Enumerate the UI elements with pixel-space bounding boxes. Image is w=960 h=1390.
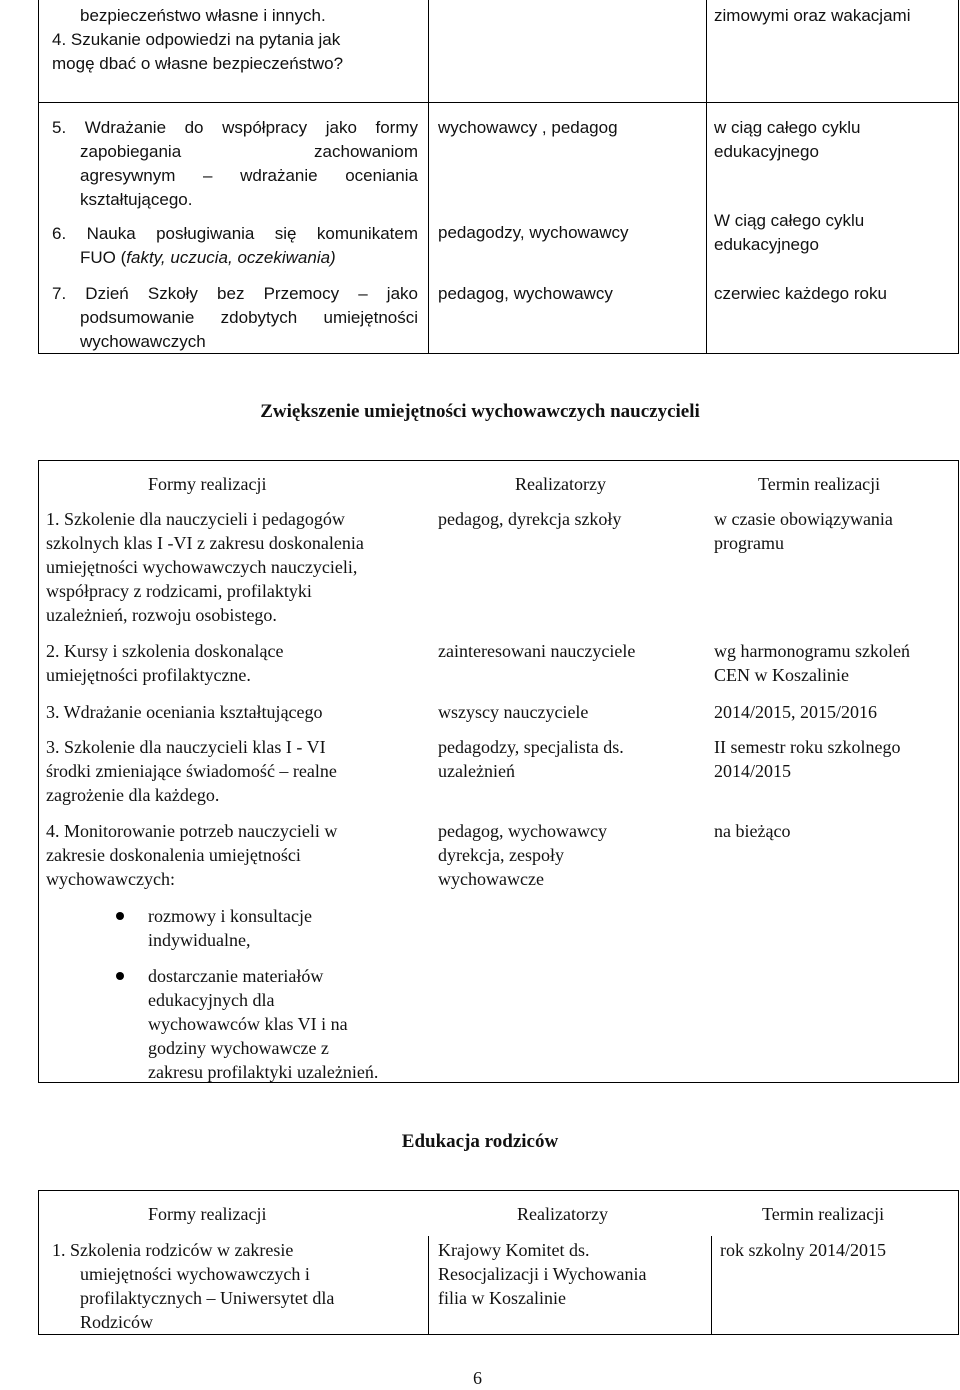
table-cell: na bieżąco: [714, 821, 791, 841]
list-item: zapobiegania zachowaniom: [80, 142, 418, 161]
list-item: podsumowanie zdobytych umiejętności: [80, 308, 418, 327]
list-item: profilaktycznych – Uniwersytet dla: [80, 1288, 335, 1308]
table-cell: pedagodzy, wychowawcy: [438, 223, 629, 242]
table-cell: rok szkolny 2014/2015: [720, 1240, 886, 1260]
table-cell: umiejętności wychowawczych nauczycieli,: [46, 557, 358, 577]
table-cell: pedagodzy, specjalista ds.: [438, 737, 624, 757]
section-heading: Zwiększenie umiejętności wychowawczych nauczycieli: [260, 401, 700, 422]
column-header: Formy realizacji: [148, 1204, 267, 1224]
column-header: Realizatorzy: [515, 474, 606, 494]
table-cell: w czasie obowiązywania: [714, 509, 893, 529]
table-cell: uzależnień: [438, 761, 515, 781]
table-cell: programu: [714, 533, 784, 553]
table-cell: zimowymi oraz wakacjami: [714, 6, 911, 25]
column-header: Termin realizacji: [758, 474, 881, 494]
table-cell: dyrekcja, zespoły: [438, 845, 564, 865]
section-heading: Edukacja rodziców: [401, 1131, 559, 1152]
table-cell: CEN w Koszalinie: [714, 665, 849, 685]
table-cell: Krajowy Komitet ds.: [438, 1240, 590, 1260]
bullet-icon: [116, 912, 124, 920]
table-cell: 2. Kursy i szkolenia doskonalące: [46, 641, 284, 661]
table-cell: Resocjalizacji i Wychowania: [438, 1264, 647, 1284]
column-header: Termin realizacji: [762, 1204, 885, 1224]
table-cell: zakresie doskonalenia umiejętności: [46, 845, 301, 865]
table-cell: 1. Szkolenie dla nauczycieli i pedagogów: [46, 509, 345, 529]
table-cell: umiejętności profilaktyczne.: [46, 665, 251, 685]
table-cell: 4. Monitorowanie potrzeb nauczycieli w: [46, 821, 338, 841]
list-item: dostarczanie materiałów: [148, 966, 324, 986]
list-item: mogę dbać o własne bezpieczeństwo?: [52, 54, 344, 73]
table-cell: czerwiec każdego roku: [714, 284, 887, 303]
table-cell: filia w Koszalinie: [438, 1288, 566, 1308]
list-item: umiejętności wychowawczych i: [80, 1264, 310, 1284]
table-cell: szkolnych klas I -VI z zakresu doskonalenia: [46, 533, 364, 553]
table-cell: 3. Szkolenie dla nauczycieli klas I - VI: [46, 737, 326, 757]
list-item: Rodziców: [80, 1312, 153, 1332]
text-fragment: FUO (: [80, 248, 127, 267]
table-cell: współpracy z rodzicami, profilaktyki: [46, 581, 312, 601]
table-cell: bezpieczeństwo własne i innych.: [80, 6, 326, 25]
table-cell: zagrożenie dla każdego.: [46, 785, 220, 805]
list-item: 1. Szkolenia rodziców w zakresie: [52, 1240, 294, 1260]
table-cell: środki zmieniające świadomość – realne: [46, 761, 337, 781]
list-item: kształtującego.: [80, 190, 193, 209]
list-item: wychowawczych: [80, 332, 206, 351]
table-cell: pedagog, wychowawcy: [438, 284, 613, 303]
table-cell: wszyscy nauczyciele: [438, 702, 589, 722]
table-cell: W ciąg całego cyklu: [714, 211, 865, 230]
column-header: Formy realizacji: [148, 474, 267, 494]
list-item: zakresu profilaktyki uzależnień.: [148, 1062, 379, 1082]
table-cell: edukacyjnego: [714, 235, 819, 254]
table-cell: zainteresowani nauczyciele: [438, 641, 636, 661]
table-cell: wychowawcy , pedagog: [438, 118, 618, 137]
table-cell: uzależnień, rozwoju osobistego.: [46, 605, 277, 625]
list-item: rozmowy i konsultacje: [148, 906, 312, 926]
table-cell: 2014/2015, 2015/2016: [714, 702, 878, 722]
table-cell: w ciąg całego cyklu: [714, 118, 861, 137]
list-item: wychowawców klas VI i na: [148, 1014, 348, 1034]
list-item: edukacyjnych dla: [148, 990, 275, 1010]
table-cell: 2014/2015: [714, 761, 792, 781]
column-header: Realizatorzy: [517, 1204, 608, 1224]
table-cell: wychowawczych:: [46, 869, 175, 889]
list-item: 7. Dzień Szkoły bez Przemocy – jako: [52, 284, 418, 303]
table-cell: 3. Wdrażanie oceniania kształtującego: [46, 702, 323, 722]
list-item: 4. Szukanie odpowiedzi na pytania jak: [52, 30, 341, 49]
list-item: indywidualne,: [148, 930, 251, 950]
list-item: [80, 246, 336, 270]
table-cell: wg harmonogramu szkoleń: [714, 641, 910, 661]
list-item: 6. Nauka posługiwania się komunikatem: [52, 224, 418, 243]
page-number: 6: [473, 1368, 482, 1388]
list-item: godziny wychowawcze z: [148, 1038, 329, 1058]
list-item: 5. Wdrażanie do współpracy jako formy: [52, 118, 418, 137]
text-fragment-italic: fakty, uczucia, oczekiwania): [126, 248, 336, 267]
bullet-icon: [116, 972, 124, 980]
table-cell: II semestr roku szkolnego: [714, 737, 901, 757]
table-cell: pedagog, dyrekcja szkoły: [438, 509, 622, 529]
table-cell: edukacyjnego: [714, 142, 819, 161]
table-cell: pedagog, wychowawcy: [438, 821, 607, 841]
list-item: agresywnym – wdrażanie oceniania: [80, 166, 418, 185]
table-cell: wychowawcze: [438, 869, 544, 889]
